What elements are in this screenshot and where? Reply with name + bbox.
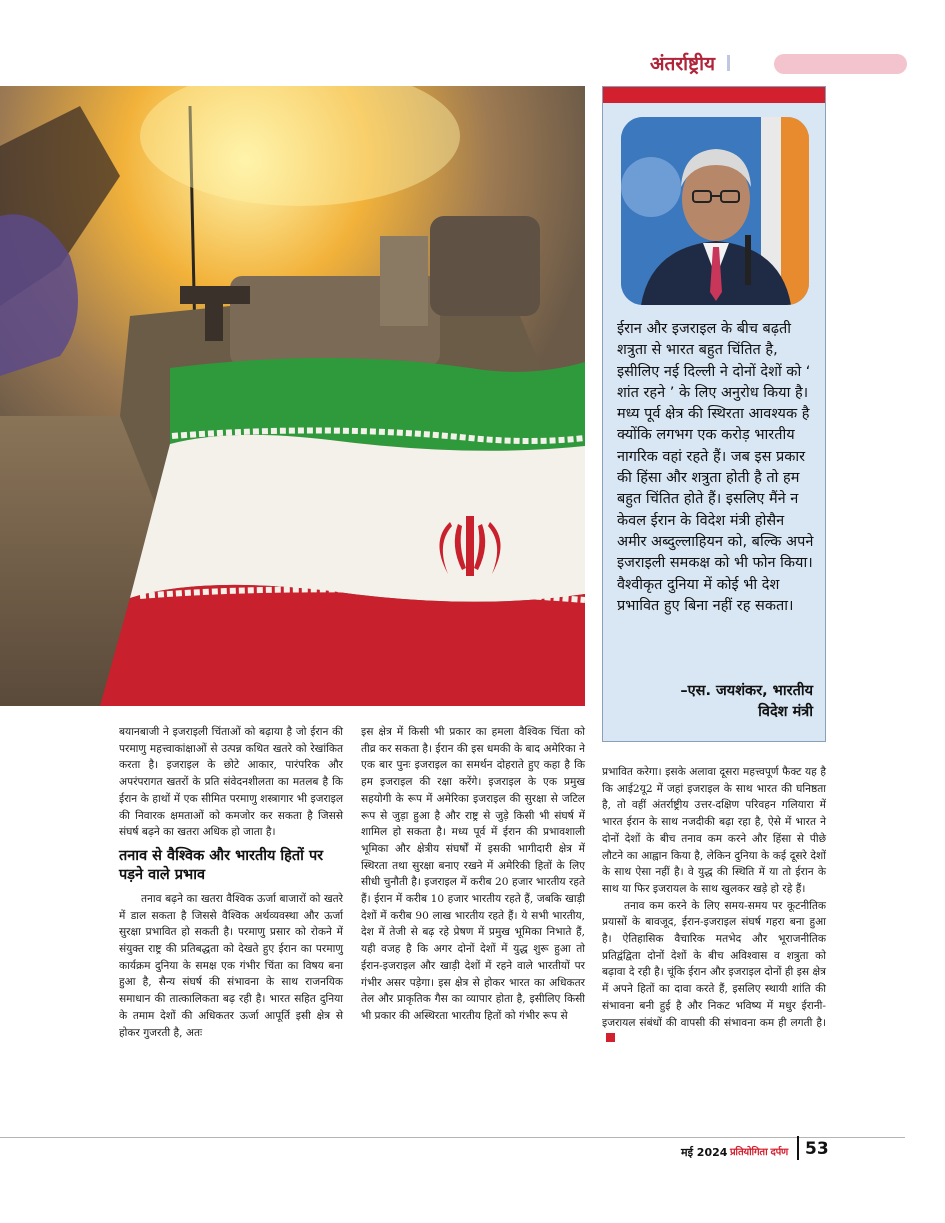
quote-box bbox=[602, 86, 826, 742]
footer-magazine-logo: प्रतियोगिता दर्पण bbox=[730, 1147, 788, 1158]
article-subheading: तनाव से वैश्विक और भारतीय हितों पर पड़ने वाले प्रभाव bbox=[119, 847, 324, 883]
page-number: 53 bbox=[805, 1139, 829, 1159]
footer-date: मई 2024 bbox=[681, 1146, 728, 1159]
footer-separator bbox=[797, 1136, 799, 1160]
article-paragraph: इस क्षेत्र में किसी भी प्रकार का हमला वैश्विक चिंता को तीव्र कर सकता है। ईरान की इस धमकी के बाद अमेरिका ने एक बार पुनः इजराइल का समर्थन दोहराते हुए कहा है कि हम इजराइल की रक्षा करेंगे। इजराइल के एक प्रमुख सहयोगी के रूप में अमेरिका इजराइल की सुरक्षा से जटिल रूप से जुड़ा हुआ है और राष्ट्र से जुड़े किसी भी संघर्ष में शामिल हो सकता है। मध्य पूर्व में ईरान की प्रभावशाली भूमिका और क्षेत्रीय संघर्षों में इसकी भागीदारी क्षेत्र में स्थिरता तथा सुरक्षा बनाए रखने में अमेरिकी हितों के लिए सीधी चुनौती है। इजराइल में करीब 20 हजार भारतीय रहते हैं। ईरान में करीब 10 हजार भारतीय रहते हैं, जबकि खाड़ी देशों में करीब 90 लाख भारतीय रहते हैं। ये सभी भारतीय, देश में तेजी से बढ़ रहे प्रेषण में प्रमुख भूमिका निभाते हैं, यही वजह है कि अगर दोनों देशों में युद्ध शुरू हुआ तो ईरान-इजराइल और खाड़ी देशों में रहने वाले भारतीयों पर गंभीर असर पड़ेगा। इस क्षेत्र से होकर भारत का अधिकतर तेल और प्राकृतिक गैस का व्यापार होता है, इसीलिए किसी भी प्रकार की अस्थिरता भारतीय हितों को गंभीर रूप से bbox=[361, 726, 585, 1022]
attribution-name: –एस. जयशंकर, भारतीय bbox=[680, 683, 813, 699]
footer-rule bbox=[0, 1137, 905, 1138]
attribution-role: विदेश मंत्री bbox=[758, 704, 813, 720]
quote-text: ईरान और इजराइल के बीच बढ़ती शत्रुता से भारत बहुत चिंतित है, इसीलिए नई दिल्ली ने दोनों देशों को ‘ शांत रहने ’ के लिए अनुरोध किया है। मध्य पूर्व क्षेत्र की स्थिरता आवश्यक है क्योंकि लगभग एक करोड़ भारतीय नागरिक वहां रहते हैं। जब इस प्रकार की हिंसा और शत्रुता होती है तो हम बहुत चिंतित होते हैं। इसलिए मैंने न केवल ईरान के विदेश मंत्री होसैन अमीर अब्दुल्लाहियन को, बल्कि अपने इजराइली समकक्ष को भी फोन किया। वैश्वीकृत दुनिया में कोई भी देश प्रभावित हुए बिना नहीं रह सकता। bbox=[617, 321, 814, 614]
end-of-article-mark bbox=[606, 1033, 615, 1042]
quote-topbar bbox=[603, 87, 825, 103]
header-decoration-pill bbox=[774, 54, 907, 74]
article-paragraph: बयानबाजी ने इजराइली चिंताओं को बढ़ाया है जो ईरान की परमाणु महत्त्वाकांक्षाओं से उत्पन्न कथित खतरे को रेखांकित करता है। इजराइल के छोटे आकार, पारंपरिक और अपरंपरागत खतरों के प्रति संवेदनशीलता का मतलब है कि ईरान के हाथों में एक सीमित परमाणु शस्त्रागार भी इजराइल की निवारक क्षमताओं को कमजोर कर सकता है जिससे संघर्ष बढ़ने का खतरा अधिक हो जाता है। bbox=[119, 726, 343, 839]
main-photo bbox=[0, 86, 585, 706]
tank-flag-illustration bbox=[0, 86, 585, 706]
article-paragraph: प्रभावित करेगा। इसके अलावा दूसरा महत्त्वपूर्ण फैक्ट यह है कि आई2यू2 में जहां इजराइल के साथ भारत की घनिष्ठता है, तो वहीं अंतर्राष्ट्रीय उत्तर-दक्षिण परिवहन गलियारा में भारत ईरान के साथ नजदीकी बढ़ा रहा है, ऐसे में भारत ने दोनों देशों के बीच तनाव कम करने और हिंसा से पीछे लौटने का आह्वान किया है, लेकिन दुनिया के कई दूसरे देशों के साथ ऐसा नहीं है। वे युद्ध की स्थिति में या तो ईरान के साथ या फिर इजरायल के साथ खुलकर खड़े हो रहे हैं। bbox=[602, 766, 826, 895]
article-column-1 bbox=[119, 724, 343, 1041]
article-paragraph-last bbox=[602, 898, 826, 1048]
article-column-2 bbox=[361, 724, 585, 1025]
quote-attribution bbox=[680, 681, 813, 723]
portrait-photo bbox=[621, 117, 809, 305]
article-paragraph: तनाव बढ़ने का खतरा वैश्विक ऊर्जा बाजारों को खतरे में डाल सकता है जिससे वैश्विक अर्थव्यवस्था और ऊर्जा सुरक्षा प्रभावित हो सकती है। परमाणु प्रसार को रोकने में संयुक्त राष्ट्र की प्रतिबद्धता को देखते हुए ईरान का परमाणु कार्यक्रम दुनिया के समक्ष एक गंभीर चिंता का विषय बना हुआ है, सैन्य संघर्ष की संभावना के साथ राजनयिक समाधान की तात्कालिकता बढ़ रही है। भारत सहित दुनिया के तमाम देशों की अधिकतर ऊर्जा आपूर्ति इसी क्षेत्र से होकर गुजरती है, अतः bbox=[119, 892, 343, 1039]
article-paragraph-text: तनाव कम करने के लिए समय-समय पर कूटनीतिक प्रयासों के बावजूद, ईरान-इजराइल संघर्ष गहरा बना हुआ है। ऐतिहासिक वैचारिक मतभेद और भूराजनीतिक प्रतिद्वंद्विता दोनों देशों के बीच अविश्वास व शत्रुता को बढ़ावा दे रही है। चूंकि ईरान और इजराइल दोनों ही इस क्षेत्र में अपने हितों का दावा करते हैं, इसलिए स्थायी शांति की संभावना बनी हुई है और निकट भविष्य में मधुर ईरानी-इजरायल संबंधों की वापसी की संभावना कम ही लगती है। bbox=[602, 899, 826, 1029]
speaker-portrait bbox=[621, 117, 809, 305]
section-label: अंतर्राष्ट्रीय bbox=[650, 53, 716, 75]
section-header bbox=[650, 50, 730, 76]
article-column-3 bbox=[602, 764, 826, 1048]
section-divider bbox=[727, 55, 730, 71]
